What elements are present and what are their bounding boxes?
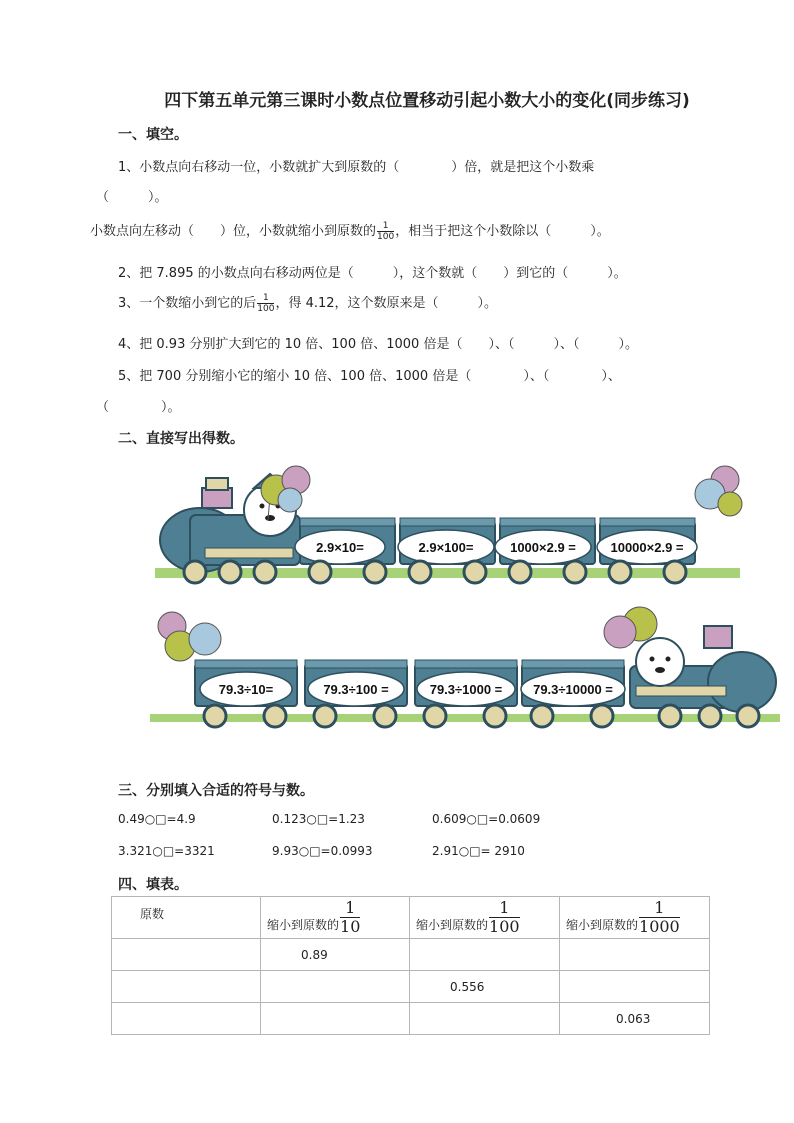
section3-heading: 三、分别填入合适的符号与数。: [118, 783, 314, 799]
table-cell[interactable]: [261, 1003, 410, 1035]
train2-label-4: 79.3÷10000 =: [533, 682, 613, 697]
table-cell[interactable]: [560, 939, 710, 971]
header-original: 原数: [112, 897, 261, 939]
table-row: [112, 1003, 710, 1035]
section2-heading: 二、直接写出得数。: [118, 431, 244, 447]
train1-label-3: 1000×2.9 =: [510, 540, 576, 555]
q1-line-c: [90, 220, 610, 242]
fill-table: [111, 896, 710, 1035]
q2-line: 2、把 7.895 的小数点向右移动两位是（ ），这个数就（ ）到它的（ ）。: [118, 266, 627, 281]
q5-line-a: 5、把 700 分别缩小它的缩小 10 倍、100 倍、1000 倍是（ ）、（ ）、: [118, 369, 621, 384]
q1c-text-post: ，相当于把这个小数除以（ ）。: [395, 224, 610, 239]
fraction: $\frac{1}{100}$: [257, 293, 275, 314]
q3-line: [118, 292, 497, 314]
train2-label-2: 79.3÷100 =: [323, 682, 389, 697]
train2-label-1: 79.3÷10=: [218, 682, 274, 697]
table-row: [112, 971, 710, 1003]
table-row: [112, 939, 710, 971]
table-cell[interactable]: [112, 1003, 261, 1035]
header-tenth: 缩小到原数的 $\frac{1}{10}$: [261, 897, 410, 939]
table-cell[interactable]: [112, 971, 261, 1003]
train1-label-1: 2.9×10=: [316, 540, 364, 555]
train-illustration-2: [150, 604, 780, 734]
fraction: $\frac{1}{100}$: [377, 221, 395, 242]
section1-heading: 一、填空。: [118, 127, 188, 143]
table-cell[interactable]: [112, 939, 261, 971]
eq-1-1: 0.49○□=4.9: [118, 812, 196, 826]
train1-label-2: 2.9×100=: [418, 540, 474, 555]
table-cell[interactable]: [560, 971, 710, 1003]
q4-line: 4、把 0.93 分别扩大到它的 10 倍、100 倍、1000 倍是（ ）、（ ）、（ ）。: [118, 337, 638, 352]
train2-label-3: 79.3÷1000 =: [429, 682, 503, 697]
header-thousandth: 缩小到原数的 $\frac{1}{1000}$: [560, 897, 710, 939]
q1-line-b: （ ）。: [96, 190, 168, 205]
page-title: 四下第五单元第三课时小数点位置移动引起小数大小的变化(同步练习): [164, 91, 690, 111]
section4-heading: 四、填表。: [118, 877, 188, 893]
table-cell: 0.556: [410, 971, 560, 1003]
eq-2-1: 3.321○□=3321: [118, 844, 215, 858]
train-illustration-1: [150, 460, 750, 590]
table-cell: 0.063: [560, 1003, 710, 1035]
q3-text: 3、一个数缩小到它的后: [118, 296, 257, 311]
table-header-row: [112, 897, 710, 939]
q1c-text: 小数点向左移动（ ）位，小数就缩小到原数的: [90, 224, 377, 239]
table-cell: 0.89: [261, 939, 410, 971]
eq-1-3: 0.609○□=0.0609: [432, 812, 541, 826]
table-cell[interactable]: [410, 939, 560, 971]
eq-2-2: 9.93○□=0.0993: [272, 844, 373, 858]
eq-1-2: 0.123○□=1.23: [272, 812, 365, 826]
table-cell[interactable]: [410, 1003, 560, 1035]
q1-line-a: 1、小数点向右移动一位，小数就扩大到原数的（ ）倍，就是把这个小数乘: [118, 160, 595, 175]
eq-2-3: 2.91○□= 2910: [432, 844, 525, 858]
table-cell[interactable]: [261, 971, 410, 1003]
q5-line-b: （ ）。: [96, 400, 181, 415]
train1-label-4: 10000×2.9 =: [610, 540, 684, 555]
header-hundredth: 缩小到原数的 $\frac{1}{100}$: [410, 897, 560, 939]
q3-text-post: ，得 4.12，这个数原来是（ ）。: [275, 296, 498, 311]
